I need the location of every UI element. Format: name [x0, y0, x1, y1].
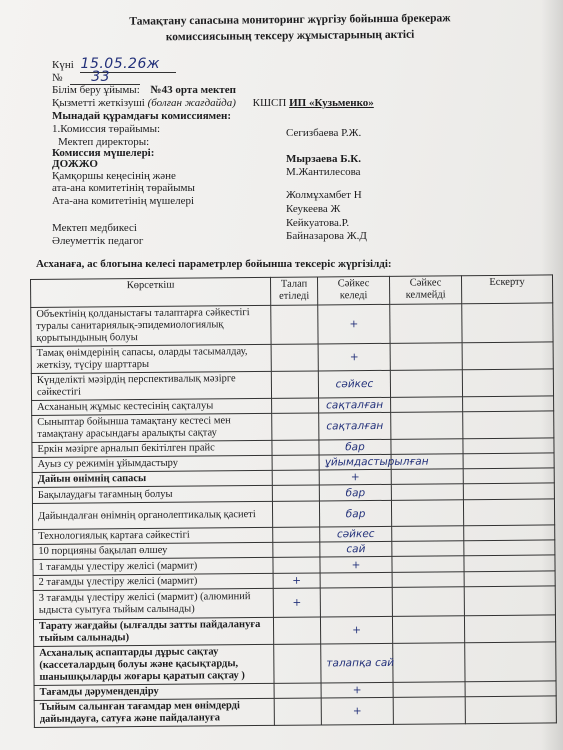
required-cell: [272, 485, 319, 501]
complies-cell: бар: [319, 500, 391, 527]
title-line-2: комиссиясының тексеру жұмыстарының актісі: [165, 28, 415, 44]
date-label: Күні: [52, 59, 74, 71]
board-value: М.Жантилесова: [286, 166, 361, 178]
section-heading: Асханаға, ас блогына келесі параметрлер бойынша тексеріс жүргізілді:: [36, 258, 392, 270]
header-note: Ескерту: [461, 275, 552, 304]
provider-value: ИП «Кузьменко»: [289, 97, 374, 109]
complies-cell: +: [320, 556, 392, 573]
criterion-cell: Тамақ өнімдерінің сапасы, оларды тасымалдау, жеткізу, түсіру шарттары: [31, 344, 271, 373]
pedagogue-value: Байназарова Ж.Д: [286, 230, 367, 242]
pedagogue-label: Әлеуметтік педагог: [52, 235, 144, 247]
number-row: [52, 71, 110, 85]
complies-cell: +: [321, 682, 393, 698]
not-complies-cell: [392, 587, 464, 617]
header-criterion: Көрсеткіш: [31, 277, 271, 307]
criterion-cell: Объектінің қолданыстағы талаптарға сәйкестігі туралы санитариялық-эпидемиологиялық қорытындының болуы: [31, 305, 271, 346]
not-complies-cell: [393, 697, 465, 725]
required-cell: [274, 698, 321, 725]
criterion-cell: Күнделікті мәзірдің перспективалық мәзірге сәйкестігі: [31, 371, 271, 400]
complies-cell: талапқа сай: [321, 643, 393, 683]
provider-row: [52, 97, 374, 110]
required-cell: +: [273, 588, 320, 617]
criterion-cell: 1 тағамды үлестіру желісі (мармит): [33, 557, 273, 575]
not-complies-cell: [390, 343, 462, 371]
criterion-cell: 10 порцияны бақылап өлшеу: [33, 542, 273, 559]
not-complies-cell: [391, 397, 463, 413]
required-cell: +: [273, 573, 320, 588]
page-edge-shadow: [541, 0, 563, 750]
criterion-cell: Сыныптар бойынша тамақтану кестесі мен тамақтану арасындағы аралықты сақтау: [32, 413, 272, 442]
complies-cell: +: [318, 343, 390, 371]
number-value: 33: [91, 69, 111, 85]
complies-cell: сәйкес: [320, 526, 392, 542]
provider-note: (болған жағдайда): [147, 97, 236, 109]
title-line-1: Тамақтану сапасына мониторинг жүргізу бойынша брекераж: [129, 12, 451, 28]
note-cell: [462, 303, 553, 343]
dozhzho-label: ДОЖЖО: [52, 158, 98, 170]
required-cell: [274, 644, 321, 683]
provider-prefix: КШСП: [252, 97, 287, 109]
parents-value-1: Жолмұхамбет Н: [286, 189, 362, 201]
criterion-cell: Тарату жағдайы (ылғалды затты пайдалануға тыйым салынады): [33, 617, 273, 646]
required-cell: [274, 683, 321, 698]
criterion-cell: Еркін мәзірге арналып бекітілген прайс: [32, 440, 272, 457]
dozhzho-value: Мырзаева Б.К.: [286, 153, 361, 165]
complies-cell: [320, 587, 392, 617]
criterion-cell: Ауыз су режимін ұйымдастыру: [32, 455, 272, 472]
criterion-cell: Дайын өнімнің сапасы: [32, 470, 272, 487]
required-cell: [272, 413, 319, 440]
table-row: [33, 586, 555, 620]
criterion-cell: 3 тағамды үлестіру желісі (мармит) (алюминий ыдыста суытуға тыйым салынады): [33, 588, 273, 619]
complies-cell: бар: [319, 439, 391, 455]
not-complies-cell: [390, 304, 462, 344]
not-complies-cell: [392, 616, 464, 644]
school-row: [52, 84, 236, 97]
required-cell: [272, 470, 319, 485]
table-row: [34, 642, 556, 686]
criterion-cell: 2 тағамды үлестіру желісі (мармит): [33, 573, 273, 590]
complies-cell: [320, 572, 392, 588]
not-complies-cell: [392, 541, 464, 557]
not-complies-cell: [391, 439, 463, 455]
not-complies-cell: [390, 370, 462, 398]
director-value: Сегизбаева Р.Ж.: [286, 127, 362, 139]
document-title: [80, 10, 500, 46]
members-label: Комиссия мүшелері:: [52, 147, 155, 159]
required-cell: [273, 527, 320, 542]
complies-cell: сақталған: [319, 412, 391, 440]
nurse-value: Кейкуатова.Р.: [286, 217, 350, 229]
table-row: [34, 696, 556, 728]
not-complies-cell: [392, 526, 464, 542]
parents-label: Ата-ана комитетінің мүшелері: [52, 195, 195, 207]
not-complies-cell: [392, 556, 464, 573]
not-complies-cell: [391, 500, 463, 527]
criterion-cell: Технологиялық картаға сәйкестігі: [33, 527, 273, 544]
required-cell: [272, 398, 319, 413]
required-cell: [273, 542, 320, 557]
not-complies-cell: [393, 643, 465, 683]
note-cell: [462, 342, 553, 370]
required-cell: [272, 440, 319, 455]
director-label: Мектеп директоры:: [58, 136, 150, 148]
criterion-cell: Дайындалған өнімнің органолептикалық қасиеті: [32, 501, 272, 529]
required-cell: [271, 344, 318, 371]
required-cell: [272, 455, 319, 470]
header-not-complies: Сәйкес келмейді: [389, 276, 461, 305]
note-cell: [463, 396, 554, 412]
complies-cell: ұйымдастырылған: [319, 454, 391, 470]
complies-cell: +: [321, 697, 393, 725]
complies-cell: сәйкес: [318, 370, 390, 398]
not-complies-cell: [393, 682, 465, 698]
note-cell: [462, 369, 553, 397]
criterion-cell: Бақылаудағы тағамның болуы: [32, 485, 272, 503]
nurse-label: Мектеп медбикесі: [52, 222, 137, 234]
header-complies: Сәйкес келеді: [317, 276, 389, 305]
school-label: Білім беру ұйымы:: [52, 84, 140, 96]
required-cell: [271, 305, 318, 344]
provider-label: Қызметті жеткізуші: [52, 97, 145, 109]
board-label-2: ата-ана комитетінің төрайымы: [52, 182, 195, 194]
complies-cell: бар: [319, 484, 391, 501]
criterion-cell: Тағамды дәрумендендіру: [34, 683, 274, 700]
not-complies-cell: [391, 484, 463, 501]
not-complies-cell: [391, 412, 463, 440]
criterion-cell: Тыйым салынған тағамдар мен өнімдерді дайындауға, сатуға және пайдалануға: [34, 698, 274, 727]
required-cell: [273, 557, 320, 573]
school-value: №43 орта мектеп: [150, 84, 236, 96]
table-row: [31, 303, 553, 347]
complies-cell: +: [320, 616, 392, 644]
board-label-1: Қамқоршы кеңесінің және: [52, 170, 176, 182]
required-cell: [273, 617, 320, 644]
complies-cell: сай: [320, 541, 392, 557]
date-value: 15.05.26ж: [80, 56, 160, 72]
required-cell: [271, 371, 318, 398]
parents-value-2: Кеукеева Ж: [286, 203, 341, 215]
not-complies-cell: [392, 572, 464, 588]
number-label: №: [52, 72, 63, 84]
table-header-row: [31, 275, 553, 308]
required-cell: [272, 501, 319, 527]
criterion-cell: Асхананың жұмыс кестесінің сақталуы: [32, 398, 272, 415]
complies-cell: сақталған: [319, 397, 391, 413]
complies-cell: +: [319, 469, 391, 485]
not-complies-cell: [391, 469, 463, 485]
criterion-cell: Асханалық аспаптарды дұрыс сақтау (кассеталардың болуы және қасықтарды, шанышқыларды жоғары қаратып сақтау ): [34, 644, 274, 685]
header-required: Талап етіледі: [270, 277, 317, 305]
chair-label: 1.Комиссия төрайымы:: [52, 123, 161, 135]
complies-cell: +: [318, 304, 390, 344]
commission-heading: Мынадай құрамдағы комиссиямен:: [52, 110, 232, 122]
inspection-table: [30, 274, 557, 728]
